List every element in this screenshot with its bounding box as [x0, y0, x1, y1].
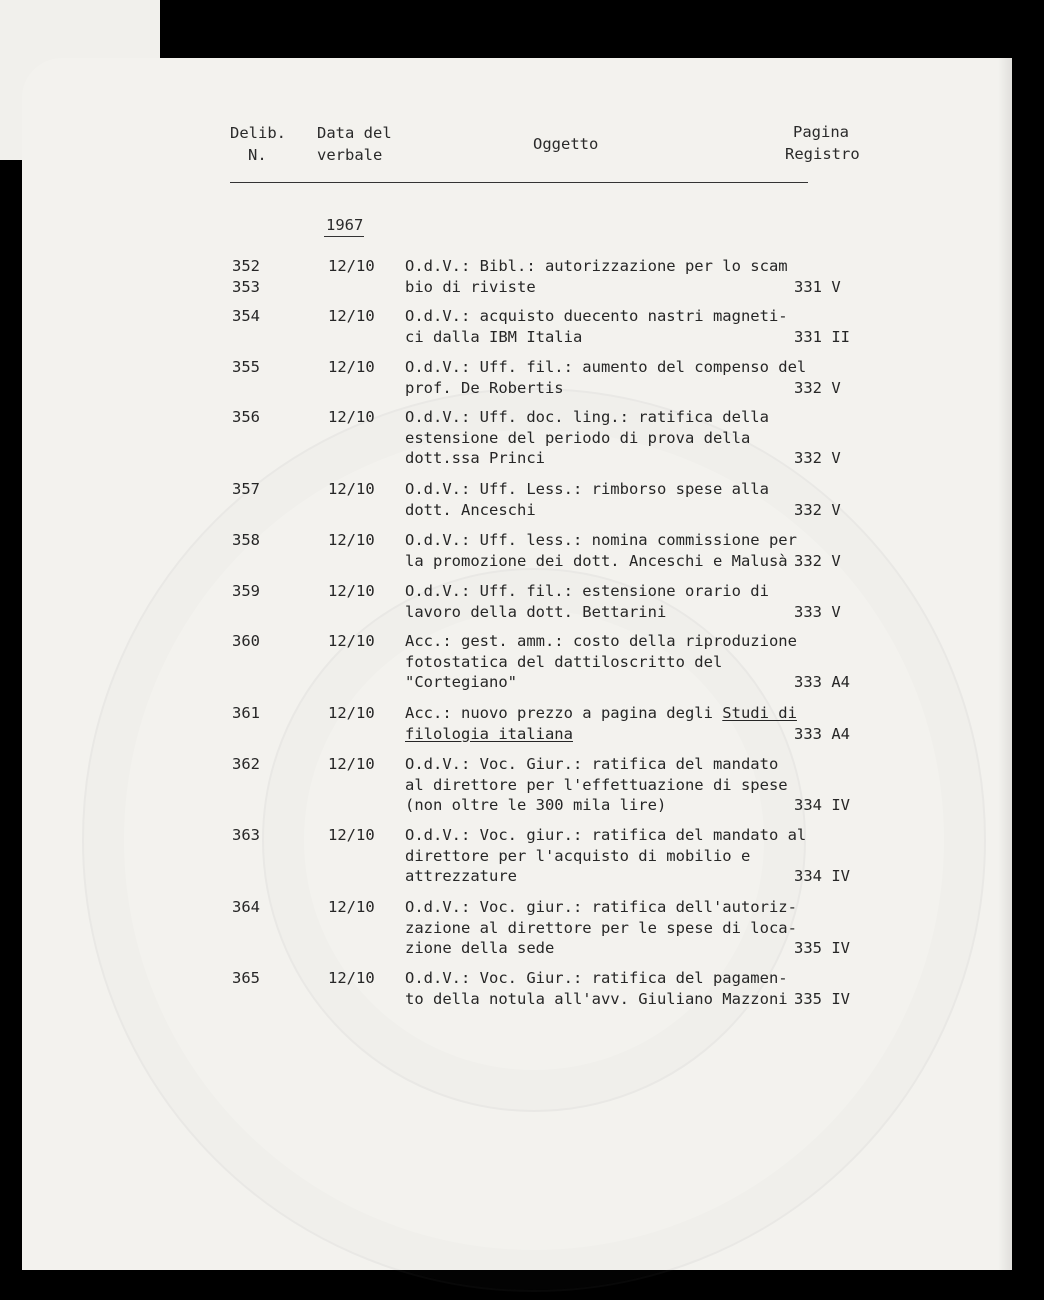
verbale-date: 12/10 — [328, 755, 375, 773]
delibera-number: 359 — [232, 582, 260, 600]
delibera-number: 356 — [232, 408, 260, 426]
col-header-data — [317, 122, 392, 166]
col-header-pagina-line1: Pagina — [793, 123, 849, 141]
col-header-delib — [230, 122, 286, 166]
verbale-date: 12/10 — [328, 969, 375, 987]
subject-line: prof. De Robertis — [405, 378, 564, 397]
subject-line: O.d.V.: Uff. Less.: rimborso spese alla — [405, 480, 769, 498]
subject-line: la promozione dei dott. Anceschi e Malusà — [405, 551, 788, 570]
subject-line: O.d.V.: acquisto duecento nastri magneti- — [405, 307, 788, 325]
verbale-date: 12/10 — [328, 531, 375, 549]
col-header-oggetto: Oggetto — [533, 135, 599, 153]
subject-text — [405, 357, 807, 398]
subject-line: ci dalla IBM Italia — [405, 327, 583, 346]
subject-line: to della notula all'avv. Giuliano Mazzoni — [405, 989, 788, 1008]
register-page: 334 IV — [794, 796, 850, 814]
subject-line: O.d.V.: Bibl.: autorizzazione per lo scam — [405, 257, 788, 275]
subject-line: filologia italiana — [405, 724, 573, 743]
subject-text — [405, 581, 785, 622]
subject-line: (non oltre le 300 mila lire) — [405, 796, 667, 814]
subject-line: zazione al direttore per le spese di loca- — [405, 918, 797, 937]
verbale-date: 12/10 — [328, 257, 375, 275]
subject-text — [405, 631, 797, 693]
subject-text — [405, 825, 807, 887]
year-underline — [324, 236, 364, 237]
subject-text — [405, 479, 785, 520]
delibera-number: 364 — [232, 898, 260, 916]
delibera-number: 365 — [232, 969, 260, 987]
subject-line: Acc.: nuovo prezzo a pagina degli Studi di — [405, 704, 797, 722]
register-page: 333 A4 — [794, 673, 850, 691]
subject-line: O.d.V.: Voc. giur.: ratifica del mandato al — [405, 826, 807, 844]
register-page: 333 A4 — [794, 724, 850, 743]
delibera-number: 363 — [232, 826, 260, 844]
verbale-date: 12/10 — [328, 358, 375, 376]
subject-text — [405, 407, 785, 469]
register-page: 335 IV — [794, 939, 850, 957]
register-page: 332 V — [794, 449, 841, 467]
register-page: 335 IV — [794, 989, 850, 1008]
subject-text — [405, 968, 788, 1009]
subject-line: O.d.V.: Uff. less.: nomina commissione per — [405, 531, 797, 549]
col-header-delib-line2: N. — [248, 146, 267, 164]
subject-text — [405, 256, 788, 297]
delibera-number: 358 — [232, 531, 260, 549]
verbale-date: 12/10 — [328, 582, 375, 600]
register-page: 332 V — [794, 500, 841, 519]
subject-line: estensione del periodo di prova della — [405, 428, 751, 447]
subject-line: dott.ssa Princi — [405, 449, 545, 467]
delibera-number: 355 — [232, 358, 260, 376]
subject-line: "Cortegiano" — [405, 673, 517, 691]
col-header-pagina-line2: Registro — [785, 145, 860, 163]
subject-line: zione della sede — [405, 939, 555, 957]
verbale-date: 12/10 — [328, 898, 375, 916]
delibera-number: 354 — [232, 307, 260, 325]
verbale-date: 12/10 — [328, 704, 375, 722]
verbale-date: 12/10 — [328, 826, 375, 844]
year-heading: 1967 — [326, 216, 364, 234]
register-page: 333 V — [794, 602, 841, 621]
header-divider — [230, 182, 808, 183]
subject-text — [405, 703, 797, 744]
subject-text — [405, 754, 788, 816]
document-page — [22, 58, 1012, 1270]
subject-line: O.d.V.: Uff. doc. ling.: ratifica della — [405, 408, 769, 426]
subject-line: Acc.: gest. amm.: costo della riproduzione — [405, 632, 797, 650]
subject-line: O.d.V.: Uff. fil.: estensione orario di — [405, 582, 769, 600]
verbale-date: 12/10 — [328, 632, 375, 650]
subject-line: al direttore per l'effettuazione di spese — [405, 775, 788, 794]
register-page: 334 IV — [794, 867, 850, 885]
verbale-date: 12/10 — [328, 480, 375, 498]
delibera-number: 357 — [232, 480, 260, 498]
delibera-number: 360 — [232, 632, 260, 650]
subject-text — [405, 530, 797, 571]
subject-text — [405, 897, 797, 959]
subject-line: dott. Anceschi — [405, 500, 536, 519]
register-page: 332 V — [794, 551, 841, 570]
subject-line: O.d.V.: Uff. fil.: aumento del compenso del — [405, 358, 807, 376]
subject-text — [405, 306, 788, 347]
col-header-delib-line1: Delib. — [230, 124, 286, 142]
subject-line: O.d.V.: Voc. Giur.: ratifica del pagamen- — [405, 969, 788, 987]
col-header-pagina — [785, 121, 860, 165]
delibera-number: 352 353 — [232, 257, 260, 296]
journal-title: Studi di — [722, 704, 797, 722]
col-header-data-line1: Data del — [317, 124, 392, 142]
subject-line: bio di riviste — [405, 277, 536, 296]
subject-line: O.d.V.: Voc. giur.: ratifica dell'autoriz- — [405, 898, 797, 916]
subject-line: O.d.V.: Voc. Giur.: ratifica del mandato — [405, 755, 779, 773]
register-page: 331 II — [794, 327, 850, 346]
verbale-date: 12/10 — [328, 307, 375, 325]
delibera-number: 362 — [232, 755, 260, 773]
subject-line: lavoro della dott. Bettarini — [405, 602, 667, 621]
subject-line: attrezzature — [405, 867, 517, 885]
register-table — [22, 58, 1012, 1270]
register-page: 332 V — [794, 378, 841, 397]
subject-line: direttore per l'acquisto di mobilio e — [405, 846, 751, 865]
col-header-data-line2: verbale — [317, 146, 383, 164]
register-page: 331 V — [794, 277, 841, 296]
verbale-date: 12/10 — [328, 408, 375, 426]
subject-line: fotostatica del dattiloscritto del — [405, 652, 723, 671]
delibera-number: 361 — [232, 704, 260, 722]
